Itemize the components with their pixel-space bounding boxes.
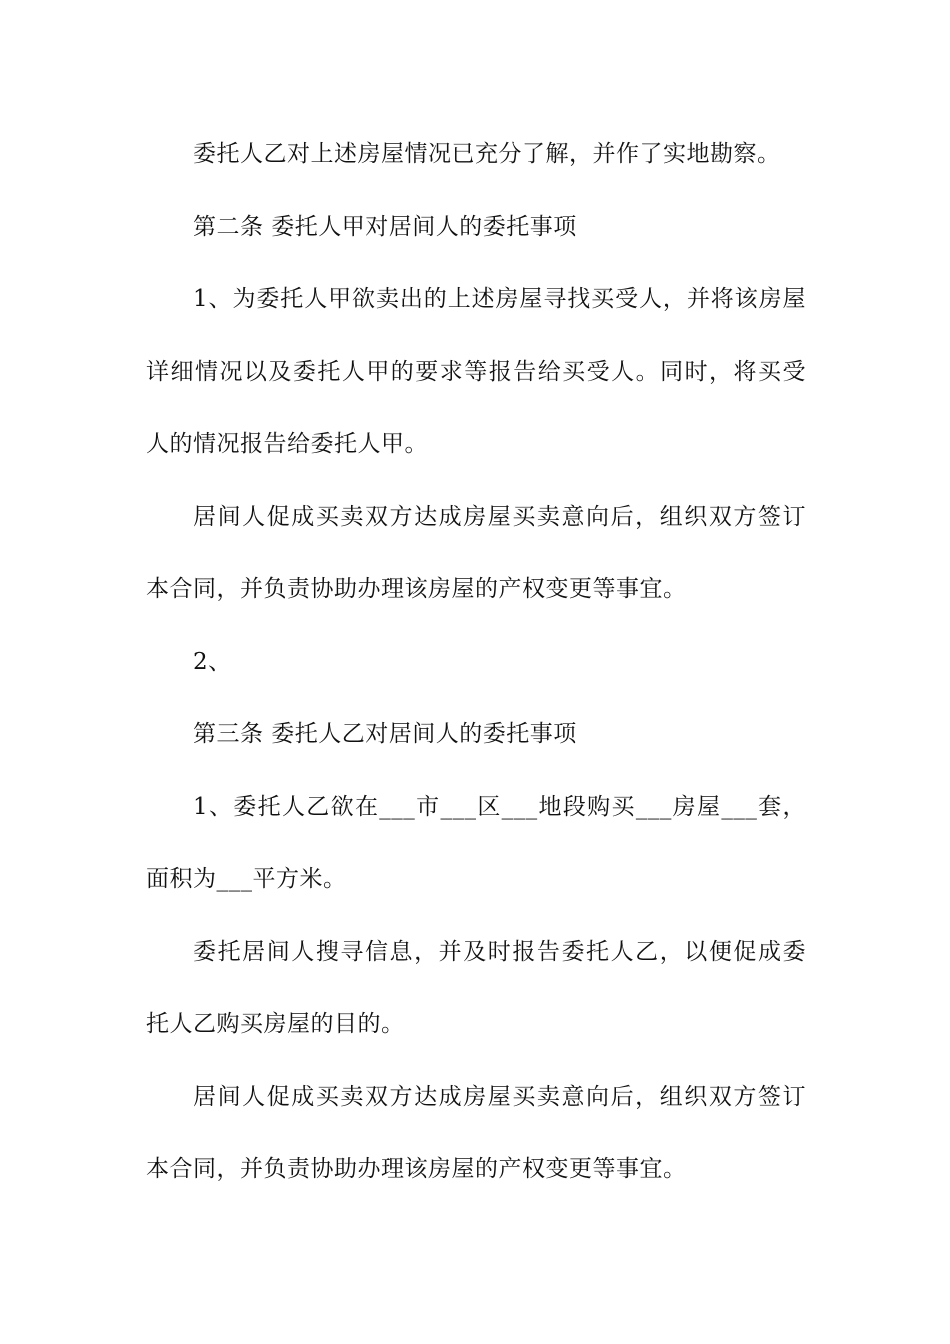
article-heading: 第二条 委托人甲对居间人的委托事项 [193,213,577,240]
paragraph-line: 委托居间人搜寻信息，并及时报告委托人乙，以便促成委 [193,938,806,965]
paragraph-line: 面积为___平方米。 [146,866,347,892]
paragraph-line: 居间人促成买卖双方达成房屋买卖意向后，组织双方签订 [193,1083,806,1110]
paragraph-line: 1、为委托人甲欲卖出的上述房屋寻找买受人，并将该房屋 [193,286,806,312]
paragraph-line: 详细情况以及委托人甲的要求等报告给买受人。同时，将买受 [146,358,806,385]
paragraph-line: 本合同，并负责协助办理该房屋的产权变更等事宜。 [146,576,687,602]
paragraph-line: 人的情况报告给委托人甲。 [146,431,428,457]
paragraph-line: 托人乙购买房屋的目的。 [146,1011,405,1037]
paragraph-line: 2、 [193,648,232,675]
article-heading: 第三条 委托人乙对居间人的委托事项 [193,721,577,747]
paragraph-line: 本合同，并负责协助办理该房屋的产权变更等事宜。 [146,1156,687,1182]
paragraph-line: 居间人促成买卖双方达成房屋买卖意向后，组织双方签订 [193,503,806,530]
paragraph-line: 委托人乙对上述房屋情况已充分了解，并作了实地勘察。 [193,141,781,167]
document-body [146,127,806,1215]
paragraph-line: 1、委托人乙欲在___市___区___地段购买___房屋___套， [193,793,806,820]
